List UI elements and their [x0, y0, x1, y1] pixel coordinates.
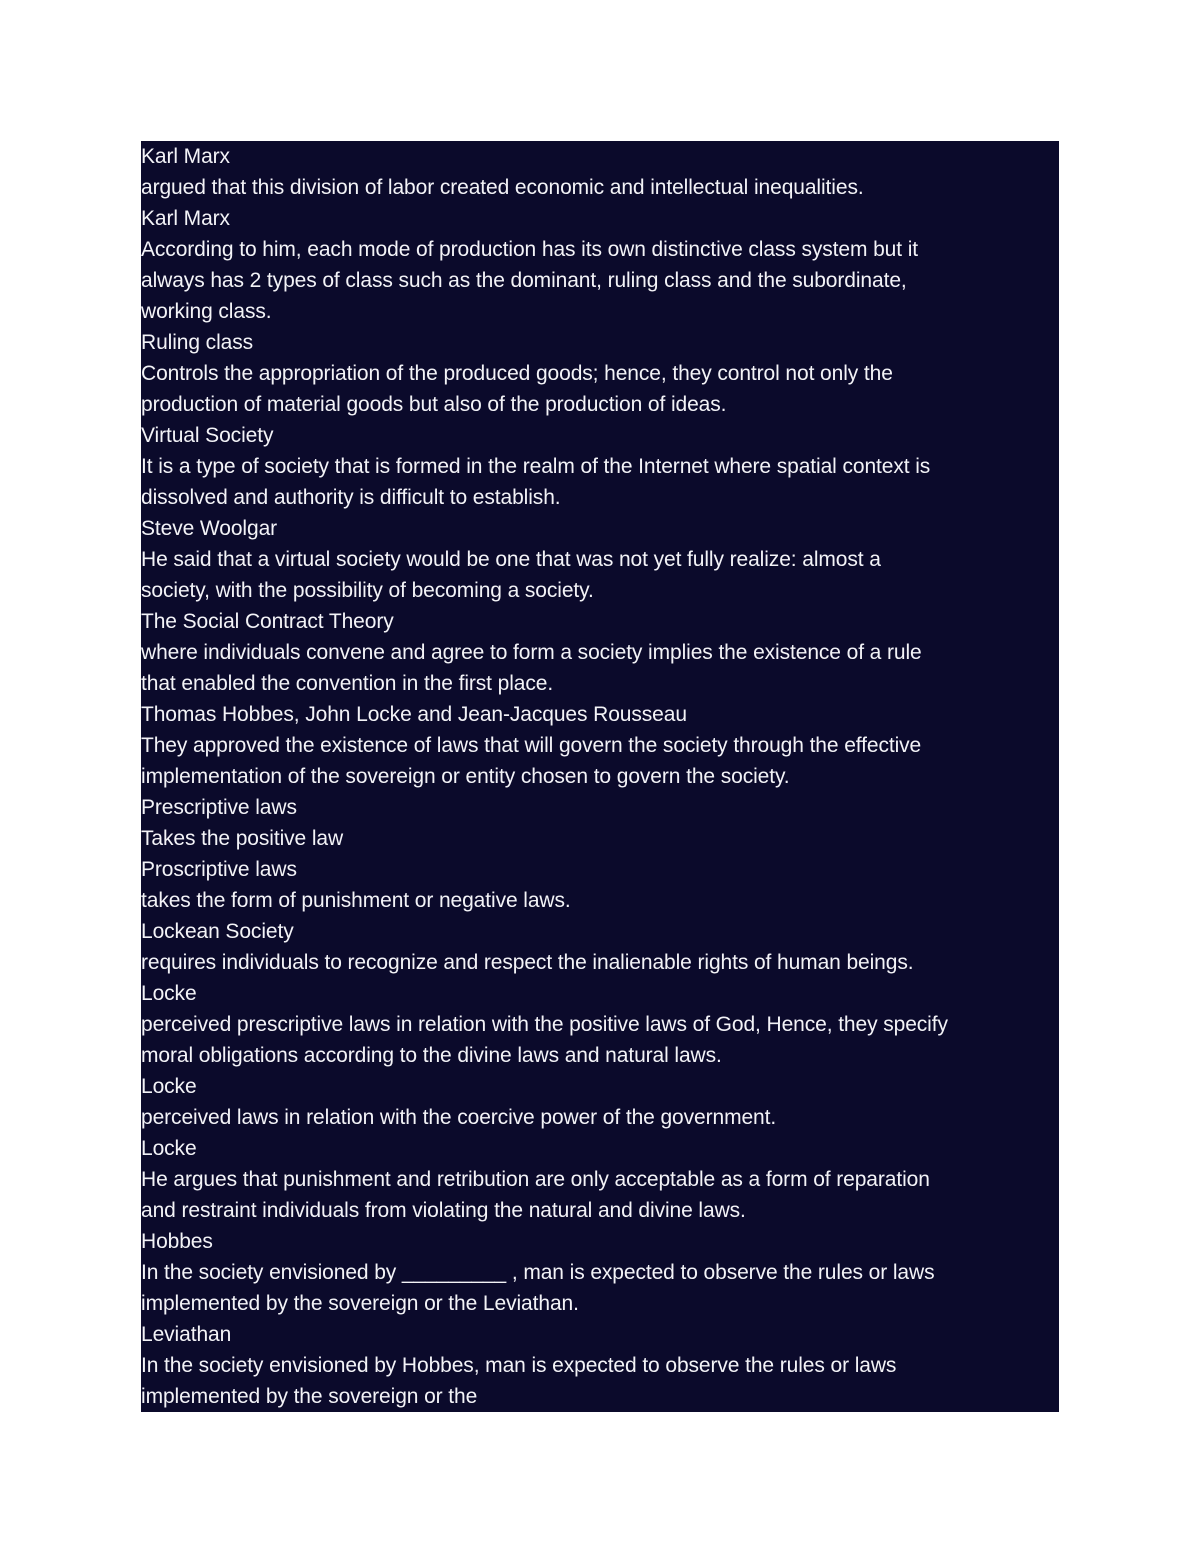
text-line: He argues that punishment and retribution are only acceptable as a form of reparation [141, 1168, 930, 1191]
text-line: Karl Marx [141, 145, 230, 168]
text-line: society, with the possibility of becoming a society. [141, 579, 594, 602]
text-line: requires individuals to recognize and respect the inalienable rights of human beings. [141, 951, 914, 974]
text-line: Leviathan [141, 1323, 232, 1346]
text-line: Lockean Society [141, 920, 294, 943]
text-line: Prescriptive laws [141, 796, 297, 819]
text-line: They approved the existence of laws that will govern the society through the effective [141, 734, 922, 757]
text-line: It is a type of society that is formed in the realm of the Internet where spatial context is [141, 455, 931, 478]
text-line: Ruling class [141, 331, 254, 354]
text-line: argued that this division of labor created economic and intellectual inequalities. [141, 176, 864, 199]
text-line: Locke [141, 982, 197, 1005]
text-line: implementation of the sovereign or entity chosen to govern the society. [141, 765, 790, 788]
text-line: and restraint individuals from violating the natural and divine laws. [141, 1199, 746, 1222]
text-line: dissolved and authority is difficult to establish. [141, 486, 561, 509]
text-line: According to him, each mode of production has its own distinctive class system but it [141, 238, 919, 261]
text-line: production of material goods but also of the production of ideas. [141, 393, 727, 416]
text-line: Controls the appropriation of the produced goods; hence, they control not only the [141, 362, 893, 385]
text-line: perceived prescriptive laws in relation with the positive laws of God, Hence, they specify [141, 1013, 948, 1036]
text-line: Locke [141, 1075, 197, 1098]
text-line: always has 2 types of class such as the dominant, ruling class and the subordinate, [141, 269, 907, 292]
text-line: Karl Marx [141, 207, 230, 230]
text-line: Proscriptive laws [141, 858, 297, 881]
document-text-block [141, 141, 1059, 1412]
text-line: perceived laws in relation with the coercive power of the government. [141, 1106, 777, 1129]
text-line: implemented by the sovereign or the Leviathan. [141, 1292, 579, 1315]
text-line: The Social Contract Theory [141, 610, 394, 633]
text-line: In the society envisioned by _________ , man is expected to observe the rules or laws [141, 1261, 935, 1284]
text-line: implemented by the sovereign or the [141, 1385, 478, 1408]
text-line: Locke [141, 1137, 197, 1160]
text-line: Takes the positive law [141, 827, 344, 850]
text-line: Thomas Hobbes, John Locke and Jean-Jacques Rousseau [141, 703, 687, 726]
text-line: takes the form of punishment or negative laws. [141, 889, 571, 912]
text-line: In the society envisioned by Hobbes, man is expected to observe the rules or laws [141, 1354, 897, 1377]
text-line: that enabled the convention in the first place. [141, 672, 554, 695]
text-line: where individuals convene and agree to form a society implies the existence of a rule [141, 641, 922, 664]
text-line: He said that a virtual society would be one that was not yet fully realize: almost a [141, 548, 881, 571]
text-line: Hobbes [141, 1230, 213, 1253]
text-line: Steve Woolgar [141, 517, 278, 540]
text-line: moral obligations according to the divine laws and natural laws. [141, 1044, 722, 1067]
text-line: Virtual Society [141, 424, 274, 447]
text-line: working class. [141, 300, 272, 323]
